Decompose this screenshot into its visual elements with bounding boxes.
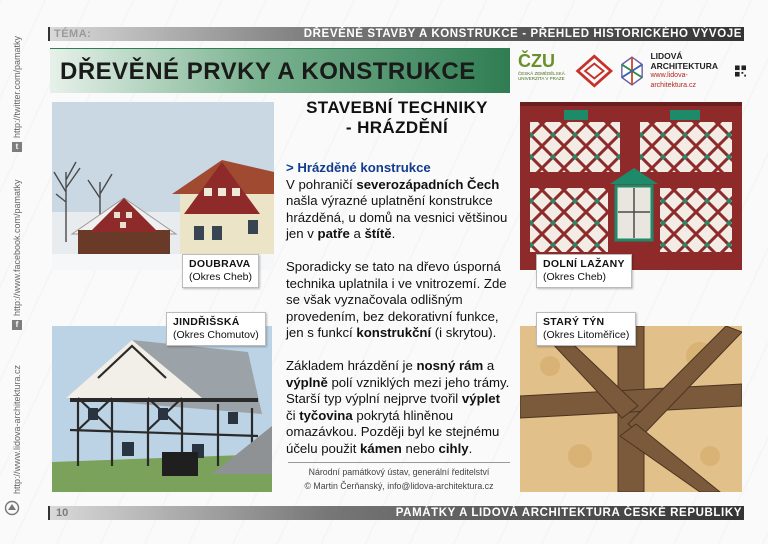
caption-region: (Okres Cheb): [543, 271, 607, 283]
body-text-run: Základem hrázdění je: [286, 357, 417, 373]
photo-dolni-lazany: [520, 102, 742, 270]
czu-text: ČESKÁ ZEMĚDĚLSKÁ UNIVERZITA V PRAZE: [518, 71, 565, 81]
paragraph-1: [286, 177, 510, 243]
lidova-architektura-text: [650, 51, 726, 91]
body-text: [286, 160, 510, 474]
caption-name: DOUBRAVA: [189, 258, 251, 270]
body-text-run: nebo: [401, 440, 439, 456]
body-text-run: .: [468, 440, 473, 456]
topic-label: TÉMA:: [54, 28, 92, 40]
emphasis-text: cihly: [438, 440, 469, 456]
body-text-run: a: [483, 357, 495, 373]
paragraph-3: [286, 358, 510, 458]
facebook-link[interactable]: [12, 179, 22, 331]
body-text-run: či: [286, 407, 300, 423]
logo-strip: [518, 50, 746, 92]
qr-code-icon: [735, 65, 746, 77]
facebook-icon: f: [12, 320, 22, 330]
la-url[interactable]: www.lidova-architektura.cz: [650, 72, 696, 89]
heritage-logo-icon: [4, 500, 20, 516]
la-line-2: ARCHITEKTURA: [650, 61, 718, 71]
twitter-url: http://twitter.com/pamatky: [12, 35, 22, 138]
emphasis-text: kámen: [360, 440, 402, 456]
npu-logo-icon: [574, 51, 615, 91]
caption-region: (Okres Litoměřice): [543, 329, 630, 341]
social-rail: [0, 0, 24, 544]
page-number: 10: [56, 507, 69, 519]
caption-stary-tyn: [536, 312, 636, 346]
body-text-run: .: [391, 226, 396, 242]
emphasis-text: konstrukční: [356, 325, 432, 341]
emphasis-text: severozápadních Čech: [356, 176, 500, 192]
section-title: [282, 98, 512, 138]
body-text-run: Sporadicky se tato na dřevo úsporná technika uplatnila i ve vnitrozemí. Zde se však vyznačovala odlišným provedením, bez dekorativní funkce, jen s funkcí: [286, 258, 507, 341]
body-text-run: pokrytá hliněnou omazávkou. Později byl ke stejnému účelu použit: [286, 407, 500, 456]
page-title: DŘEVĚNÉ PRVKY A KONSTRUKCE: [60, 58, 476, 85]
website-url: http://www.lidova-architektura.cz: [12, 364, 22, 494]
czu-mark: ČZU: [518, 51, 555, 71]
series-title: DŘEVĚNÉ STAVBY A KONSTRUKCE - PŘEHLED HISTORICKÉHO VÝVOJE: [303, 28, 742, 40]
photo-credit: [288, 462, 510, 493]
section-title-line-1: STAVEBNÍ TECHNIKY: [306, 98, 488, 117]
body-text-run: našla výrazné uplatnění konstrukce hrázděná, u domů na vesnici většinou jen v: [286, 193, 508, 242]
emphasis-text: výplně: [286, 374, 328, 390]
body-text-run: V pohraničí: [286, 176, 357, 192]
website-link[interactable]: [12, 364, 22, 495]
caption-name: JINDŘIŠSKÁ: [173, 316, 240, 328]
caption-jindrisska: [166, 312, 266, 346]
header-tick: [48, 27, 50, 41]
credit-line-1: Národní památkový ústav, generální ředitelství: [308, 467, 490, 477]
body-text-run: polí vzniklých mezi jeho trámy. Starší typ výplní nejprve tvořil: [286, 374, 510, 407]
emphasis-text: výplet: [461, 391, 501, 407]
footer-title: PAMÁTKY A LIDOVÁ ARCHITEKTURA ČESKÉ REPUBLIKY: [395, 507, 742, 519]
twitter-link[interactable]: [12, 35, 22, 153]
lidova-architektura-logo-icon: [620, 54, 644, 88]
subheading: > Hrázděné konstrukce: [286, 160, 431, 175]
czu-logo: [518, 51, 568, 91]
emphasis-text: patře: [317, 226, 350, 242]
la-line-1: LIDOVÁ: [650, 51, 683, 61]
section-title-line-2: - HRÁZDĚNÍ: [345, 118, 449, 137]
caption-dolni-lazany: [536, 254, 632, 288]
emphasis-text: tyčovina: [299, 407, 353, 423]
twitter-icon: t: [12, 142, 22, 152]
photo-stary-tyn: [520, 326, 742, 492]
paragraph-2: [286, 259, 510, 342]
photo-jindrisska: [52, 326, 272, 492]
footer-tick: [48, 506, 50, 520]
caption-name: STARÝ TÝN: [543, 316, 605, 328]
photo-doubrava: [52, 102, 274, 270]
body-text-run: (i skrytou).: [431, 325, 497, 341]
facebook-url: http://www.facebook.com/pamatky: [12, 179, 22, 316]
caption-region: (Okres Cheb): [189, 271, 253, 283]
caption-name: DOLNÍ LAŽANY: [543, 258, 625, 270]
credit-line-2: © Martin Čerňanský, info@lidova-architektura.cz: [304, 481, 494, 491]
caption-doubrava: [182, 254, 259, 288]
emphasis-text: nosný rám: [416, 357, 484, 373]
caption-region: (Okres Chomutov): [173, 329, 259, 341]
emphasis-text: štítě: [364, 226, 392, 242]
body-text-run: a: [349, 226, 365, 242]
